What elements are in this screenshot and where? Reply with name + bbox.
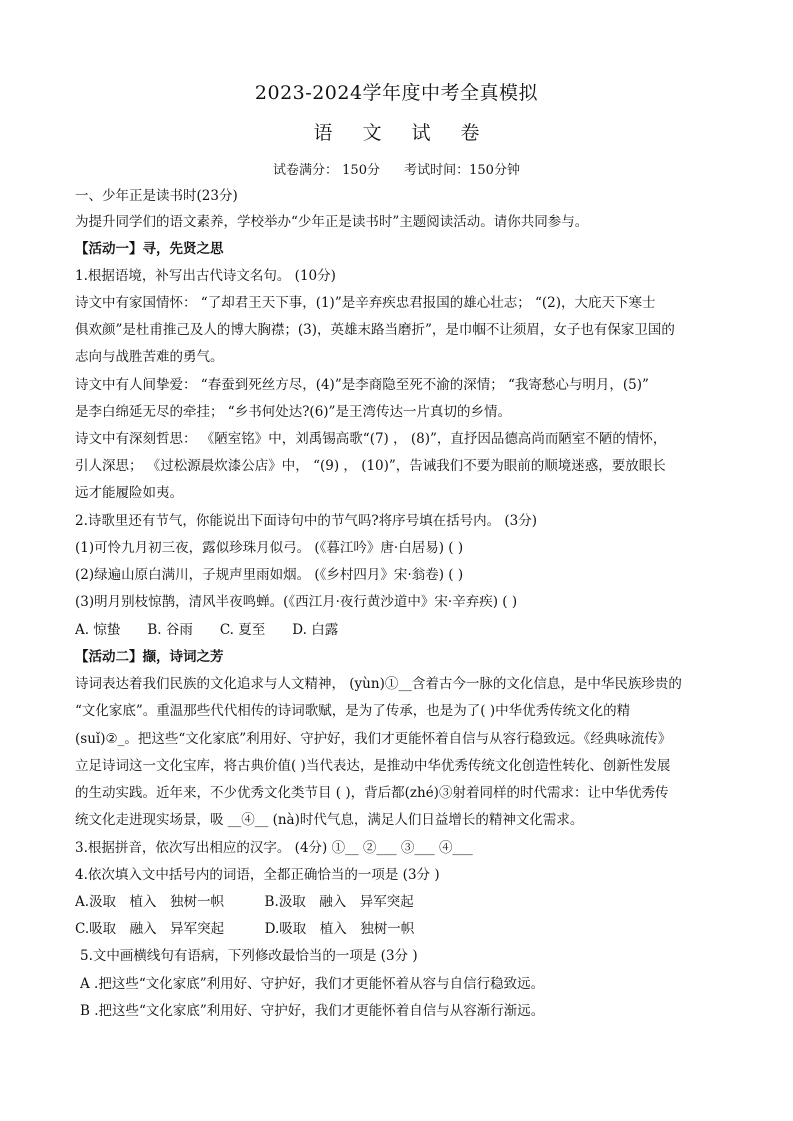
activity-two-heading: 【活动二】撷，诗词之芳 (75, 649, 224, 665)
exam-title: 2023-2024学年度中考全真模拟 (254, 82, 539, 104)
text-line: 立足诗词这一文化宝库，将古典价值( )当代表达，是推动中华优秀传统文化创造性转化、创新性发展 (75, 758, 671, 774)
text-line: 志向与战胜苦难的勇气。 (75, 349, 224, 365)
text-line: “文化家底”。重温那些代代相传的诗词歌赋，是为了传承，也是为了( )中华优秀传统文化的精 (75, 703, 631, 719)
text-line: 诗文中有人间挚爱： “春蚕到死丝方尽，(4)”是李商隐至死不渝的深情； “我寄愁心与明月，(5)” (75, 377, 649, 393)
poem-item: (3)明月别枝惊鹊，清风半夜鸣蝉。(《西江月·夜行黄沙道中》宋·辛弃疾) ( ) (75, 594, 518, 610)
answer-options: A. 惊蛰 B. 谷雨 C. 夏至 D. 白露 (75, 622, 339, 638)
text-line: 是李白绵延无尽的牵挂； “乡书何处达?(6)”是王湾传达一片真切的乡情。 (75, 404, 511, 420)
question-2: 2.诗歌里还有节气，你能说出下面诗句中的节气吗?将序号填在括号内。 (3分) (75, 513, 538, 529)
answer-option-a: A .把这些“文化家底”利用好、守护好，我们才更能怀着从容与自信行稳致远。 (80, 976, 545, 992)
text-line: 远才能履险如夷。 (75, 485, 183, 501)
text-line: 的生动实践。近年来，不少优秀文化类节目 ( )，背后都(zhé)③射着同样的时代需求：让中华优秀传 (75, 785, 669, 801)
section-heading: 一、少年正是读书时(23分) (75, 188, 238, 204)
text-line: 引人深思； 《过松源晨炊漆公店》中， “(9) ， (10)”，告诫我们不要为眼前的顺境迷惑，要放眼长 (75, 458, 666, 474)
question-5: 5.文中画横线句有语病，下列修改最恰当的一项是 (3分 ) (80, 948, 418, 964)
text-line: 诗词表达着我们民族的文化追求与人文精神， (yùn)①__含着古今一脉的文化信息，是中华民族珍贵的 (75, 676, 682, 692)
text-line: 诗文中有家国情怀： “了却君王天下事，(1)”是辛弃疾忠君报国的雄心壮志； “(2)，大庇天下寒士 (75, 295, 656, 311)
text-line: 诗文中有深刻哲思： 《陋室铭》中，刘禹锡高歌“(7) ， (8)”，直抒因品德高尚而陋室不陋的情怀， (75, 431, 667, 447)
exam-subtitle: 语 文 试 卷 (313, 122, 492, 144)
answer-option-b: B .把这些“文化家底”利用好、守护好，我们才更能怀着自信与从容渐行渐远。 (80, 1003, 545, 1019)
question-4: 4.依次填入文中括号内的词语，全都正确恰当的一项是 (3分 ) (75, 867, 440, 883)
exam-meta (0, 159, 793, 178)
activity-one-heading: 【活动一】寻，先贤之思 (75, 241, 224, 257)
exam-time: 考试时间：150分钟 (404, 163, 520, 178)
text-line: 俱欢颜”是杜甫推己及人的博大胸襟；(3)，英雄末路当磨折”，是巾帼不让须眉，女子也有保家卫国的 (75, 322, 675, 338)
text-line: (suǐ)②_。把这些“文化家底”利用好、守护好，我们才更能怀着自信与从容行稳致远。《经典咏流传》 (75, 731, 672, 747)
answer-options: A.汲取 植入 独树一帜 B.汲取 融入 异军突起 (75, 894, 414, 910)
poem-item: (2)绿遍山原白满川，子规声里雨如烟。 (《乡村四月》宋·翁卷) ( ) (75, 567, 464, 583)
text-line: 统文化走进现实场景，吸 __④__ (nà)时代气息，满足人们日益增长的精神文化需求。 (75, 812, 584, 828)
full-score: 试卷满分： 150分 (273, 163, 380, 178)
question-1: 1.根据语境，补写出古代诗文名句。 (10分) (75, 268, 336, 284)
poem-item: (1)可怜九月初三夜，露似珍珠月似弓。 (《暮江吟》唐·白居易) ( ) (75, 540, 464, 556)
question-3: 3.根据拼音，依次写出相应的汉字。 (4分) ①__ ②___ ③___ ④___ (75, 840, 473, 856)
answer-options: C.吸取 融入 异军突起 D.吸取 植入 独树一帜 (75, 921, 415, 937)
section-intro: 为提升同学们的语文素养，学校举办“少年正是读书时”主题阅读活动。请你共同参与。 (75, 214, 589, 230)
